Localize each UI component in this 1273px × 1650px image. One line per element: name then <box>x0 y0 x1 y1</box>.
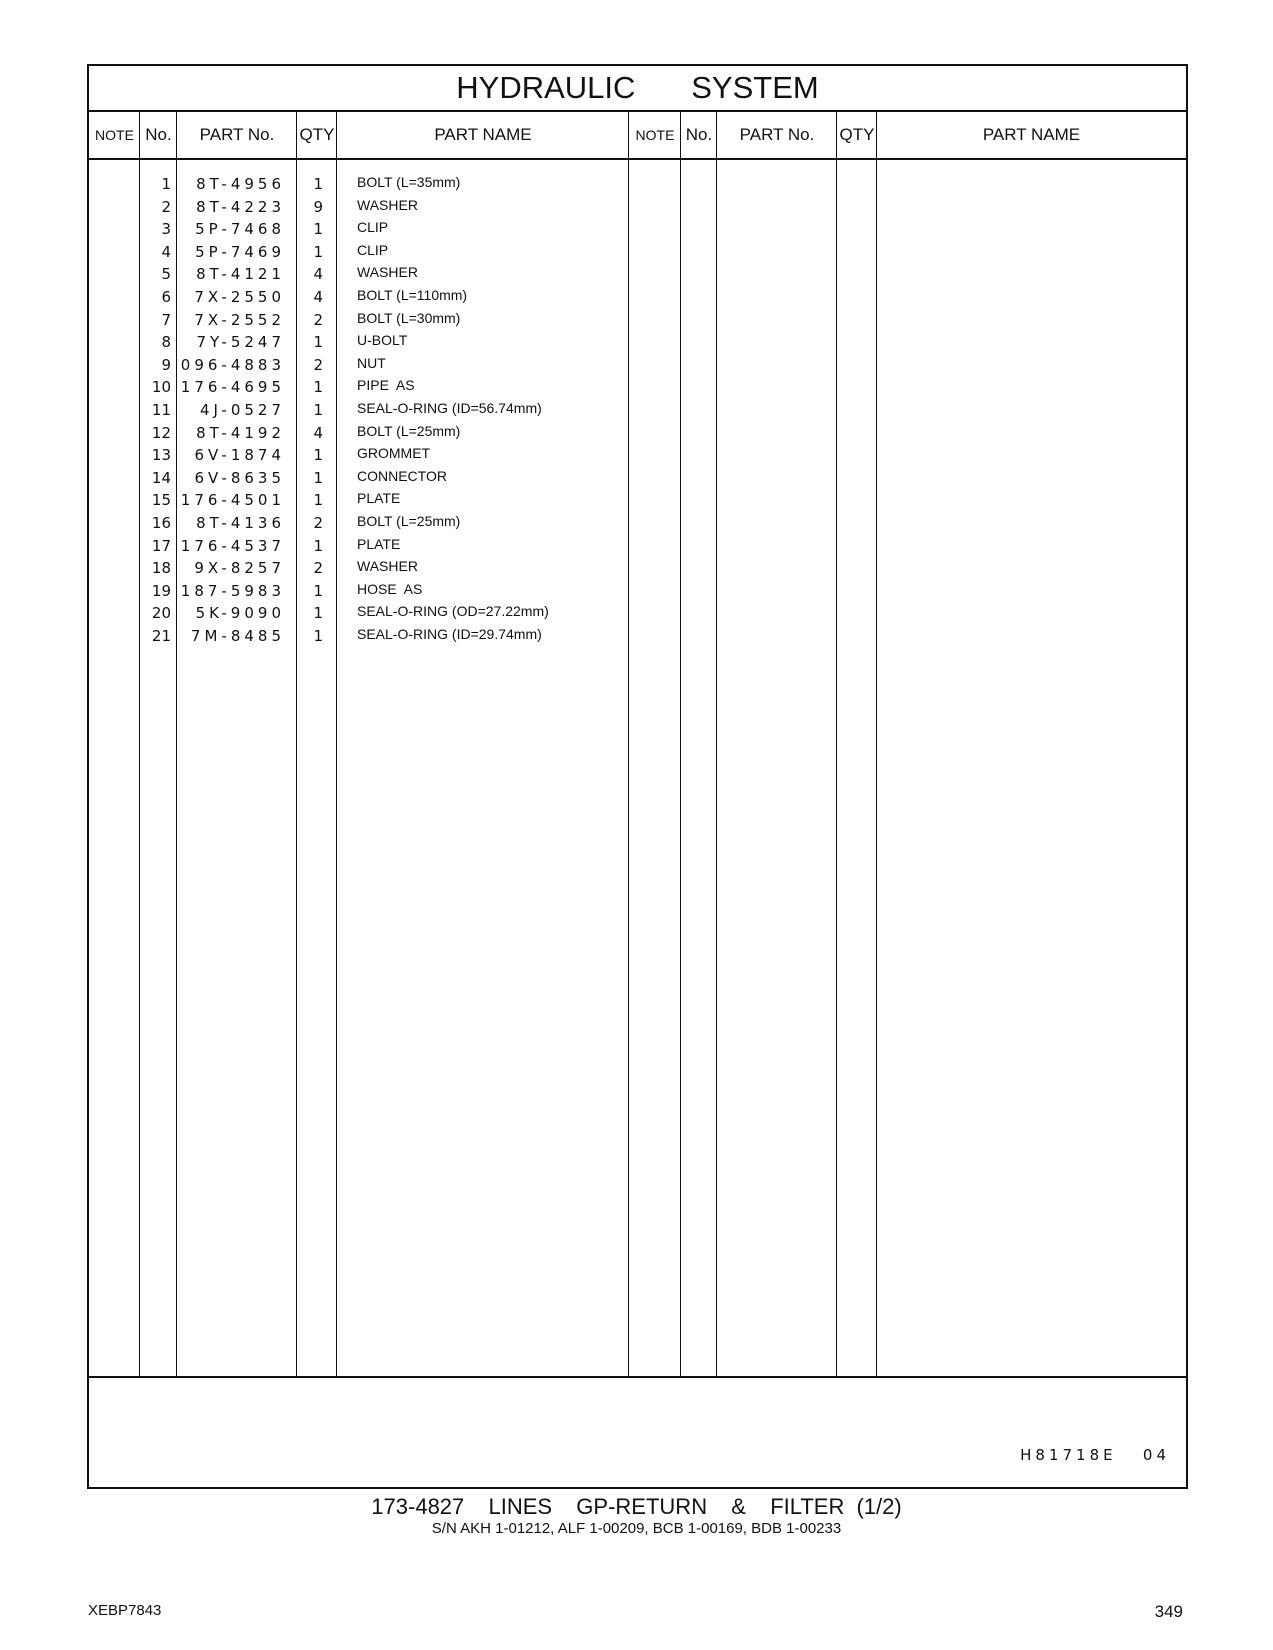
header-qty-left: QTY <box>299 125 335 144</box>
part-quantity: 1 <box>313 627 323 645</box>
part-quantity: 1 <box>313 401 323 419</box>
table-row <box>89 624 1186 647</box>
part-number-index: 12 <box>151 423 171 442</box>
part-name: PIPE AS <box>357 377 415 394</box>
part-number: 8T-4136 <box>196 514 285 532</box>
part-number: 8T-4223 <box>196 197 285 216</box>
table-row <box>89 172 1186 195</box>
part-number: 8T-4956 <box>196 175 285 193</box>
parts-list <box>89 160 1186 1376</box>
part-quantity: 1 <box>313 378 323 397</box>
part-name: CLIP <box>357 219 389 236</box>
header-no-left: No. <box>145 125 172 144</box>
part-name: HOSE AS <box>357 580 423 597</box>
part-number: 5K-9090 <box>195 604 285 623</box>
part-number: 4J-0527 <box>199 401 285 419</box>
part-number: 8T-4121 <box>196 265 285 284</box>
part-number: 187-5983 <box>180 581 285 600</box>
table-row <box>89 217 1186 240</box>
part-number-index: 20 <box>151 604 171 623</box>
drawing-reference: H81718E 04 <box>1020 1446 1170 1464</box>
table-row <box>89 443 1186 466</box>
part-number: 096-4883 <box>180 355 285 374</box>
table-row <box>89 375 1186 398</box>
header-part-name-left: PART NAME <box>434 125 532 144</box>
table-row <box>89 534 1186 557</box>
part-name: BOLT (L=25mm) <box>357 422 461 439</box>
part-number-index: 3 <box>161 220 171 239</box>
title-row <box>89 66 1186 112</box>
part-number: 8T-4192 <box>196 423 285 442</box>
part-number: 5P-7469 <box>195 242 285 261</box>
table-row <box>89 262 1186 285</box>
part-number-index: 7 <box>161 310 171 329</box>
table-row <box>89 240 1186 263</box>
table-row <box>89 556 1186 579</box>
header-qty-right: QTY <box>839 125 875 144</box>
part-quantity: 1 <box>313 491 323 510</box>
part-number-index: 14 <box>151 468 171 487</box>
header-no-right: No. <box>685 125 713 144</box>
part-quantity: 1 <box>313 175 323 193</box>
part-quantity: 1 <box>313 242 323 261</box>
part-name: U-BOLT <box>357 332 408 349</box>
part-number: 176-4501 <box>180 491 285 510</box>
table-row <box>89 601 1186 624</box>
part-number-index: 17 <box>151 536 171 555</box>
part-quantity: 1 <box>313 468 323 487</box>
part-number: 7X-2550 <box>194 288 285 306</box>
part-number: 176-4695 <box>180 378 285 397</box>
part-number: 176-4537 <box>180 536 285 555</box>
column-header-row <box>89 112 1186 160</box>
part-number-index: 2 <box>161 197 171 216</box>
part-name: BOLT (L=110mm) <box>357 287 468 303</box>
part-number: 9X-8257 <box>194 559 285 578</box>
table-row <box>89 579 1186 602</box>
part-quantity: 1 <box>313 581 323 600</box>
part-name: NUT <box>357 354 386 371</box>
page-number: 349 <box>1154 1602 1183 1621</box>
part-quantity: 1 <box>313 536 323 555</box>
part-number: 6V-8635 <box>194 468 285 487</box>
part-quantity: 1 <box>313 446 323 465</box>
part-quantity: 4 <box>313 288 323 306</box>
part-number-index: 15 <box>151 491 171 510</box>
part-number-index: 18 <box>151 559 171 578</box>
part-quantity: 2 <box>313 514 323 532</box>
table-row <box>89 421 1186 444</box>
part-name: PLATE <box>357 490 401 507</box>
part-quantity: 4 <box>313 423 323 442</box>
part-name: CLIP <box>357 241 389 258</box>
table-row <box>89 285 1186 308</box>
part-number-index: 6 <box>161 288 171 306</box>
table-row <box>89 353 1186 376</box>
part-number-index: 8 <box>161 333 171 352</box>
page-title: HYDRAULIC SYSTEM <box>456 70 819 105</box>
table-row <box>89 488 1186 511</box>
part-name: SEAL-O-RING (ID=56.74mm) <box>357 400 542 416</box>
part-number-index: 19 <box>151 581 171 600</box>
table-row <box>89 308 1186 331</box>
table-row <box>89 511 1186 534</box>
part-name: GROMMET <box>357 445 431 462</box>
part-quantity: 2 <box>313 310 323 329</box>
table-row <box>89 398 1186 421</box>
part-number-index: 13 <box>151 446 171 465</box>
group-title: 173-4827 LINES GP-RETURN & FILTER (1/2) <box>371 1494 902 1519</box>
part-number-index: 21 <box>151 627 171 645</box>
part-number: 5P-7468 <box>195 220 285 239</box>
header-part-no-left: PART No. <box>199 125 275 144</box>
part-number-index: 11 <box>151 401 171 419</box>
part-name: SEAL-O-RING (ID=29.74mm) <box>357 626 542 642</box>
table-row <box>89 466 1186 489</box>
part-name: SEAL-O-RING (OD=27.22mm) <box>357 603 549 620</box>
header-note-left: NOTE <box>95 127 134 143</box>
part-number-index: 4 <box>161 242 171 261</box>
part-name: WASHER <box>357 196 418 213</box>
document-code: XEBP7843 <box>88 1602 162 1619</box>
parts-table-frame <box>87 64 1188 1489</box>
part-name: WASHER <box>357 264 418 281</box>
part-quantity: 4 <box>313 265 323 284</box>
part-name: BOLT (L=35mm) <box>357 174 461 190</box>
part-quantity: 2 <box>313 355 323 374</box>
part-number-index: 9 <box>161 355 171 374</box>
serial-numbers: S/N AKH 1-01212, ALF 1-00209, BCB 1-00169, BDB 1-00233 <box>431 1520 842 1537</box>
part-quantity: 9 <box>313 197 323 216</box>
part-name: WASHER <box>357 558 418 575</box>
header-part-name-right: PART NAME <box>982 125 1081 144</box>
part-name: CONNECTOR <box>357 467 447 484</box>
table-row <box>89 195 1186 218</box>
part-number-index: 1 <box>161 175 171 193</box>
part-number: 7X-2552 <box>194 310 285 329</box>
part-number-index: 16 <box>151 514 171 532</box>
part-name: BOLT (L=30mm) <box>357 309 461 326</box>
part-quantity: 1 <box>313 604 323 623</box>
header-part-no-right: PART No. <box>739 125 815 144</box>
table-row <box>89 330 1186 353</box>
part-number: 7Y-5247 <box>196 333 285 352</box>
part-number-index: 5 <box>161 265 171 284</box>
part-quantity: 1 <box>313 333 323 352</box>
part-name: PLATE <box>357 535 401 552</box>
part-number-index: 10 <box>151 378 171 397</box>
part-number: 6V-1874 <box>194 446 285 465</box>
part-name: BOLT (L=25mm) <box>357 513 461 529</box>
part-quantity: 2 <box>313 559 323 578</box>
header-note-right: NOTE <box>635 127 675 143</box>
part-number: 7M-8485 <box>190 627 285 645</box>
part-quantity: 1 <box>313 220 323 239</box>
table-footer-divider <box>89 1376 1186 1378</box>
